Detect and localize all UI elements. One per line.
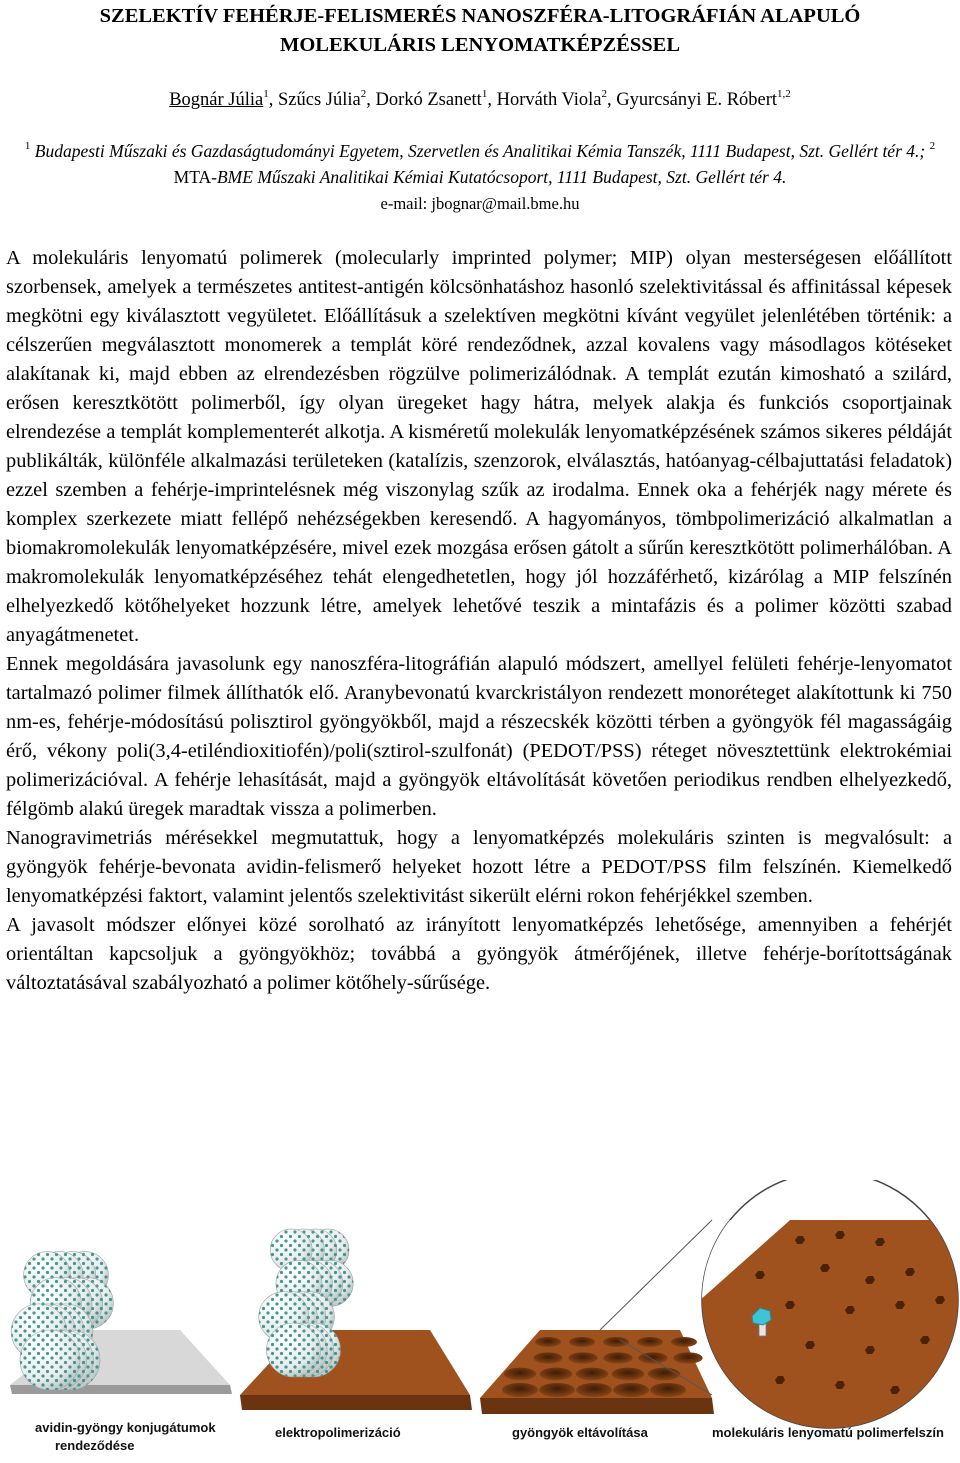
hemispherical-cavity (540, 1368, 573, 1381)
process-figure (0, 1180, 960, 1463)
zoom-line (600, 1220, 712, 1330)
abstract-paragraph: Nanogravimetriás mérésekkel megmutattuk, hogy a lenyomatképzés molekuláris szinten is megvalósult: a gyöngyök fehérje-bevonata avidin-felismerő helyeket hozott létre a PEDOT/PSS film felszínén. Kiemelkedő lenyomatképzési faktort, valamint jelentős szelektivitást sikerült elérni rokon fehérjékkel szemben. (6, 827, 952, 907)
hemispherical-cavity (504, 1368, 537, 1381)
hemispherical-cavity (673, 1352, 702, 1363)
hemispherical-cavity (613, 1383, 649, 1397)
hemispherical-cavity (569, 1337, 595, 1347)
affil-2-text: BME Műszaki Analitikai Kémiai Kutatócsoport, 1111 Budapest, Szt. Gellért tér 4. (216, 167, 787, 187)
abstract-paragraph: Ennek megoldására javasolunk egy nanoszféra-litográfián alapuló módszert, amellyel felületi fehérje-lenyomatot tartalmazó polimer filmek állíthatók elő. Aranybevonatú kvarckristályon rendezett monoréteget alakítottunk ki 750 nm-es, fehérje-módosítású polisztirol gyöngyökből, majd a részecskék közötti térben a gyöngyök fél magasságáig érő, vékony poli(3,4-etiléndioxitiofén)/poli(sztirol-szulfonát) (PEDOT/PSS) réteget növesztettünk elektrokémiai polimerizációval. A fehérje lehasítását, majd a gyöngyök eltávolítását követően periodikus rendben elhelyezkedő, félgömb alakú üregek maradtak vissza a polimerben. (6, 653, 952, 820)
author-affil-sup: 1,2 (777, 88, 791, 100)
caption-step-2: elektropolimerizáció (275, 1425, 401, 1440)
title-line-2: MOLEKULÁRIS LENYOMATKÉPZÉSSEL (279, 34, 681, 56)
hemispherical-cavity (568, 1352, 597, 1363)
affil-2-prefix: MTA- (173, 167, 217, 187)
affil-1-sup: 1 (24, 140, 31, 152)
abstract-paragraph: A molekuláris lenyomatú polimerek (molecularly imprinted polymer; MIP) olyan mesterségesen előállított szorbensek, amelyek a természetes antitest-antigén kölcsönhatáshoz hasonló szelektivitással és affinitással képesek megkötni egy kiválasztott vegyületet. Előállításuk a szelektíven megkötni kívánt vegyület jelenlétében történik: a célszerűen megválasztott monomerek a templát köré rendeződnek, azzal kovalens vagy másodlagos kötéseket alakítanak ki, majd ebben az elrendezésben rögzülve polimerizálódnak. A templát ezután kimosható a szilárd, erősen keresztkötött polimerből, így olyan üregeket hagy hátra, melyek alakja és funkciós csoportjainak elrendezése a templát komplementerét alkotja. A kisméretű molekulák lenyomatképzésének számos sikeres példáját publikálták, különféle alkalmazási területeken (katalízis, szenzorok, elválasztás, hatóanyag-célbajuttatási feladatok) ezzel szemben a fehérje-imprintelésnek még viszonylag szűk az irodalma. Ennek oka a fehérjék nagy mérete és komplex szerkezete miatt fellépő nehézségekben keresendő. A hagyományos, tömbpolimerizáció alkalmatlan a biomakromolekulák lenyomatképzésére, mivel ezek mozgása erősen gátolt a sűrűn keresztkötött polimerhálóban. A makromolekulák lenyomatképzéséhez tehát elengedhetetlen, hogy jól hozzáférhető, kizárólag a MIP felszínén elhelyezkedő kötőhelyeket hozzunk létre, amelyek lehetővé teszik a mintafázis és a polimer közötti szabad anyagátmenetet. (6, 247, 952, 646)
caption-step-3: gyöngyök eltávolítása (512, 1425, 648, 1440)
hemispherical-cavity (502, 1383, 538, 1397)
hemispherical-cavity (533, 1352, 562, 1363)
hemispherical-cavity (603, 1337, 629, 1347)
hemispherical-cavity (648, 1368, 681, 1381)
caption-step-1b: rendeződése (55, 1438, 135, 1453)
affiliations (10, 138, 950, 190)
abstract-body (6, 244, 952, 998)
hemispherical-cavity (650, 1383, 686, 1397)
author-name: Gyurcsányi E. Róbert (616, 90, 778, 110)
hemispherical-cavity (535, 1337, 561, 1347)
polymer-film-edge (240, 1395, 472, 1410)
paper-title (0, 2, 960, 60)
author-name: Szűcs Júlia (277, 90, 361, 110)
hemispherical-cavity (637, 1337, 663, 1347)
panel-1-bead-monolayer (10, 1252, 232, 1394)
panel-3-beads-removed (480, 1330, 714, 1414)
author-list: Bognár Júlia$^1$, Szűcs Júlia$^2$, Dorkó Zsanett$^1$, Horváth Viola$^2$, Gyurcsányi E. Róbert$^{1,2}$ (169, 88, 791, 110)
hemispherical-cavity (671, 1337, 697, 1347)
author-affil-sup: 2 (360, 88, 367, 100)
author-affil-sup: 2 (601, 88, 607, 100)
imprinted-polymer-edge (480, 1398, 714, 1414)
affil-2-sup: 2 (929, 140, 936, 152)
title-line-1: SZELEKTÍV FEHÉRJE-FELISMERÉS NANOSZFÉRA-LITOGRÁFIÁN ALAPULÓ (99, 5, 861, 27)
hemispherical-cavity (603, 1352, 632, 1363)
caption-step-4: molekuláris lenyomatú polimerfelszín (712, 1425, 944, 1440)
bead-protein-dots (267, 1323, 321, 1377)
contact-email: e-mail: jbognar@mail.bme.hu (380, 194, 580, 213)
author-name: Horváth Viola (496, 90, 602, 110)
hemispherical-cavity (539, 1383, 575, 1397)
author-name: Bognár Júlia (169, 90, 264, 110)
bead-protein-dots (20, 1330, 80, 1390)
hemispherical-cavity (576, 1368, 609, 1381)
author-name: Dorkó Zsanett (375, 90, 482, 110)
hemispherical-cavity (576, 1383, 612, 1397)
panel-2-electropolymerization (240, 1229, 472, 1410)
hemispherical-cavity (612, 1368, 645, 1381)
affil-1-text: Budapesti Műszaki és Gazdaságtudományi Egyetem, Szervetlen és Analitikai Kémia Tanszék, 1111 Budapest, Szt. Gellért tér 4.; (34, 141, 926, 161)
abstract-paragraph: A javasolt módszer előnyei közé sorolható az irányított lenyomatképzés lehetősége, amennyiben a fehérjét orientáltan kapcsoljuk a gyöngyökhöz; továbbá a gyöngyök átmérőjének, illetve fehérje-borítottságának változtatásával szabályozható a polimer kötőhely-sűrűsége. (6, 914, 952, 994)
author-affil-sup: 1 (263, 88, 269, 100)
author-affil-sup: 1 (481, 88, 488, 100)
caption-step-1: avidin-gyöngy konjugátumok (35, 1420, 216, 1435)
